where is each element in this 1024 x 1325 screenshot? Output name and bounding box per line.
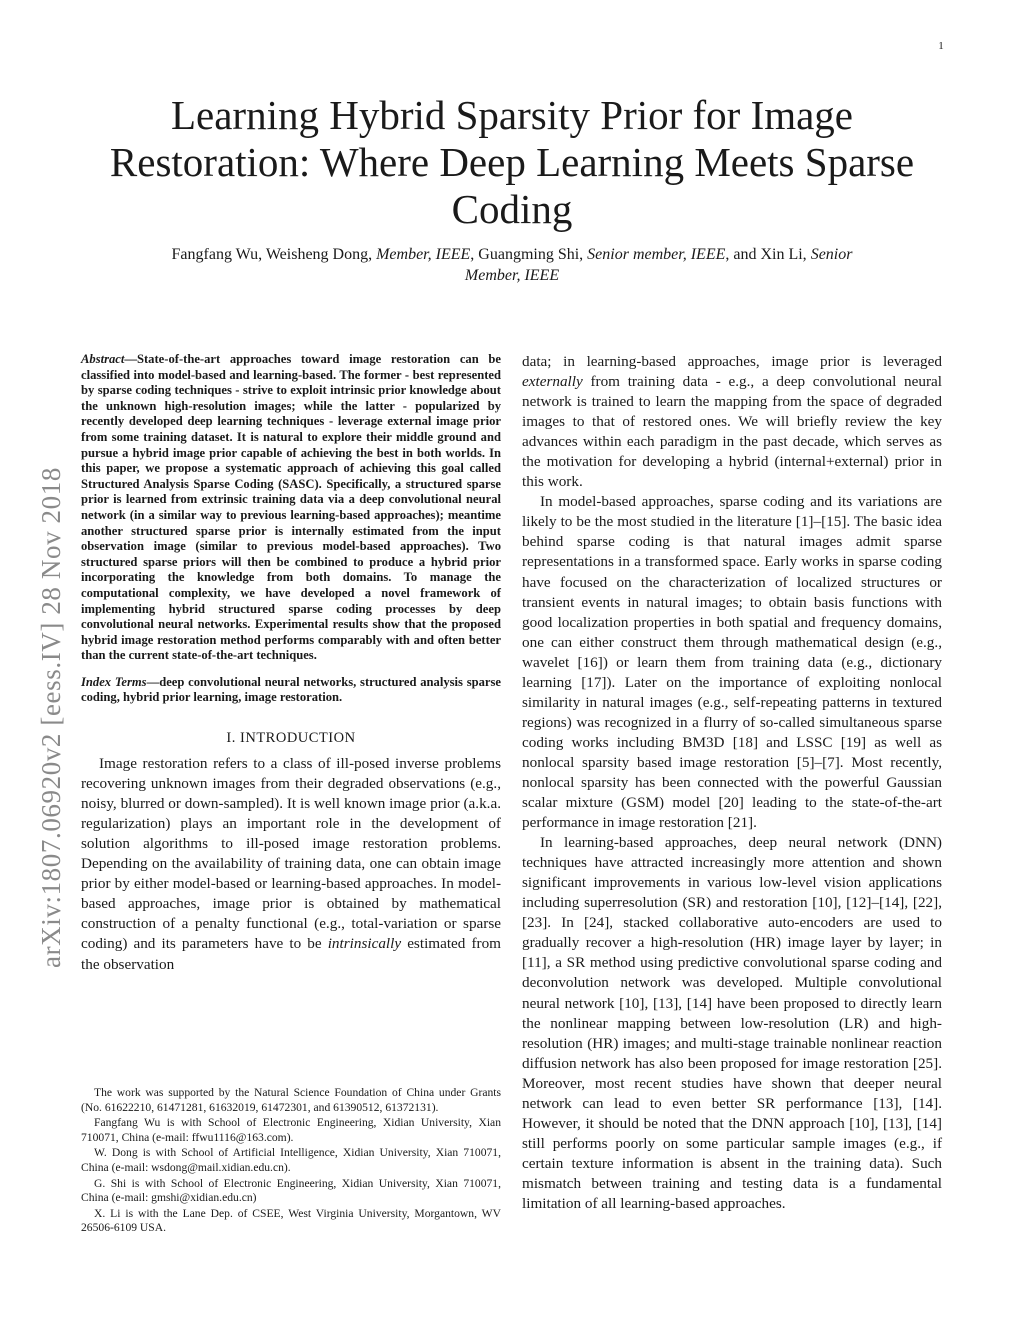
author-line-1 [70,244,954,265]
paragraph-text: from training data - e.g., a deep convolutional neural network is trained to learn the mapping from the space of degraded images to that of restored ones. We will briefly review the key advances within each paradigm in the past decade, which serves as the motivation for developing a hybrid (internal+external) prior in this work. [522,373,942,491]
author-affiliation: Member, IEEE [376,246,471,263]
intro-paragraph [522,352,942,492]
paragraph-text: data; in learning-based approaches, image prior is leveraged [522,353,942,370]
author-names: , and Xin Li, [725,246,811,263]
paragraph-text: Image restoration refers to a class of ill-posed inverse problems recovering unknown images from their degraded observations (e.g., noisy, blurred or down-sampled). It is well known image prior (a.k.a. regularization) plays an important role in the development of solution algorithms to ill-posed image restoration problems. Depending on the availability of training data, one can obtain image prior by either model-based or learning-based approaches. In model-based approaches, image prior is obtained by mathematical construction of a penalty functional (e.g., total-variation or sparse coding) and its parameters have to be [81,755,501,953]
abstract [81,352,501,664]
arxiv-identifier: arXiv:1807.06920v2 [eess.IV] 28 Nov 2018 [36,467,66,968]
intro-paragraph: In learning-based approaches, deep neural network (DNN) techniques have attracted increasingly more attention and shown significant improvements in various low-level vision applications including superresolution (SR) and restoration [10], [12]–[14], [22], [23]. In [24], stacked collaborative auto-encoders are used to gradually recover a high-resolution (HR) image layer by layer; in [11], a SR method using predictive convolutional sparse coding and deconvolution network was developed. Multiple convolutional neural network [10], [13], [14] have been proposed to directly learn the nonlinear mapping between low-resolution (LR) and high-resolution (HR) images; and multi-stage trainable nonlinear reaction diffusion network has also been proposed for image restoration [25]. Moreover, most recent studies have shown that deeper neural network can lead to even better SR performance [13], [14]. However, it should be noted that the DNN approach [10], [13], [14] still performs poorly on some particular sample images (e.g., if certain texture information is absent in the training data). Such mismatch between training and testing data is a fundamental limitation of all learning-based approaches. [522,834,942,1212]
footnote: Fangfang Wu is with School of Electronic Engineering, Xidian University, Xian 710071, China (e-mail: ffwu1116@163.com). [81,1116,501,1144]
left-column [81,352,501,975]
paper-title [60,92,964,233]
title-line: Learning Hybrid Sparsity Prior for Image [170,92,854,138]
author-affiliation: Member, IEEE [464,267,560,284]
author-affiliation: Senior member, IEEE [587,246,726,263]
title-line: Restoration: Where Deep Learning Meets Sparse [109,139,915,185]
intro-paragraph [81,754,501,975]
page-number: 1 [938,40,944,52]
section-title: NTRODUCTION [245,730,356,747]
footnotes [81,1086,501,1237]
author-list [70,244,954,286]
author-line-2 [70,265,954,286]
paragraph-text: estimated from the observation [81,935,501,973]
index-terms [81,675,501,706]
section-numeral: I. I [226,730,246,747]
emphasis-text: intrinsically [327,935,402,953]
author-names: Fangfang Wu, Weisheng Dong, [171,246,377,263]
right-column [522,352,942,1214]
section-heading-introduction [81,730,501,747]
emphasis-text: externally [522,373,583,391]
title-line: Coding [451,186,573,232]
author-names: , Guangming Shi, [470,246,588,263]
index-terms-label: Index Terms [81,674,147,689]
footnote: G. Shi is with School of Electronic Engineering, Xidian University, Xian 710071, China (e-mail: gmshi@xidian.edu.cn) [81,1176,501,1205]
intro-paragraph: In model-based approaches, sparse coding and its variations are likely to be the most studied in the literature [1]–[15]. The basic idea behind sparse coding is that natural images admit sparse representations in a transformed space. Early works in sparse coding have focused on the characterization of localized structures or transient events in natural images; to obtain basis functions with good localization properties in both spatial and frequency domains, one can either construct them through mathematical design (e.g., wavelet [16]) or learn them from training data (e.g., dictionary learning [17]). Later on the importance of exploiting nonlocal similarity in natural images (e.g., self-repeating patterns in textured regions) was recognized in a flurry of so-called simultaneous sparse coding works including BM3D [18] and LSSC [19] as well as nonlocal sparsity based image restoration [5]–[7]. Most recently, nonlocal sparsity has been connected with the powerful Gaussian scalar mixture (GSM) model [20] leading to the state-of-the-art performance in image restoration [21]. [522,493,942,832]
abstract-label: Abstract [81,352,125,366]
footnote: The work was supported by the Natural Science Foundation of China under Grants (No. 61622210, 61471281, 61632019, 61472301, and 61390512, 61372131). [81,1086,501,1114]
author-affiliation: Senior [810,246,853,263]
footnote: X. Li is with the Lane Dep. of CSEE, West Virginia University, Morgantown, WV 26506-6109 USA. [81,1206,501,1235]
footnote: W. Dong is with School of Artificial Intelligence, Xidian University, Xian 710071, China (e-mail: wsdong@mail.xidian.edu.cn). [81,1146,501,1174]
abstract-text: —State-of-the-art approaches toward image restoration can be classified into model-based and learning-based. The former - best represented by sparse coding techniques - strive to exploit intrinsic prior knowledge about the unknown high-resolution images; while the latter - popularized by recently developed deep learning techniques - leverage external image prior from some training dataset. It is natural to explore their middle ground and pursue a hybrid image prior capable of achieving the best in both worlds. In this paper, we propose a systematic approach of achieving this goal called Structured Analysis Sparse Coding (SASC). Specifically, a structured sparse prior is learned from extrinsic training data via a deep convolutional neural network (in a similar way to previous learning-based approaches); meantime another structured sparse prior is internally estimated from the input observation image (similar to previous model-based approaches). Two structured sparse priors will then be combined to produce a hybrid prior incorporating the knowledge from both domains. To manage the computational complexity, we have developed a novel framework of implementing hybrid structured sparse coding processes by deep convolutional neural networks. Experimental results show that the proposed hybrid image restoration method performs comparably with and often better than the current state-of-the-art techniques. [81,352,501,663]
index-terms-text: —deep convolutional neural networks, structured analysis sparse coding, hybrid prior learning, image restoration. [81,674,501,705]
